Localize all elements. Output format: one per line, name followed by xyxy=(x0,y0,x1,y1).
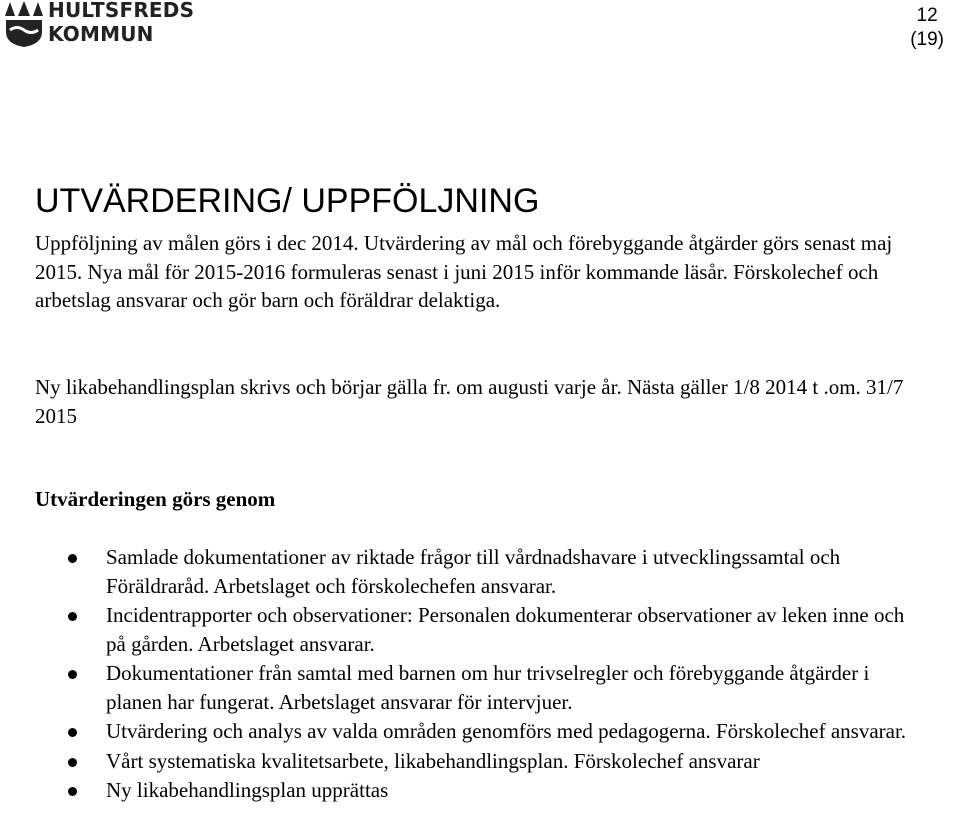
list-item xyxy=(35,747,915,776)
coat-of-arms-icon xyxy=(4,0,44,48)
municipality-logo xyxy=(4,0,204,48)
paragraph-new-plan: Ny likabehandlingsplan skrivs och börjar gälla fr. om augusti varje år. Nästa gäller 1/8 2014 t .om. 31/7 2015 xyxy=(35,375,904,428)
list-item xyxy=(35,601,915,658)
page-number xyxy=(910,4,944,52)
page-current: 12 xyxy=(916,5,938,26)
bullet-icon xyxy=(68,670,77,679)
list-item xyxy=(35,543,915,600)
bullet-icon xyxy=(68,728,77,737)
bullet-icon xyxy=(68,758,77,767)
logo-text xyxy=(48,0,194,46)
page-total: (19) xyxy=(910,29,944,50)
list-item-text: Vårt systematiska kvalitetsarbete, likabehandlingsplan. Förskolechef ansvarar xyxy=(106,748,760,773)
logo-line-2: KOMMUN xyxy=(48,22,154,46)
list-item xyxy=(35,717,915,746)
list-item xyxy=(35,659,915,716)
logo-line-1: HULTSFREDS xyxy=(48,0,195,22)
list-item-text: Samlade dokumentationer av riktade frågor till vårdnadshavare i utvecklingssamtal och Föräldraråd. Arbetslaget och förskolechefen ansvarar. xyxy=(106,545,841,598)
section-heading: Utvärderingen görs genom xyxy=(35,487,276,511)
bullet-icon xyxy=(68,554,77,563)
evaluation-list xyxy=(35,543,915,806)
list-item-text: Dokumentationer från samtal med barnen om hur trivselregler och förebyggande åtgärder i planen har fungerat. Arbetslaget ansvarar för intervjuer. xyxy=(106,661,870,714)
bullet-icon xyxy=(68,612,77,621)
list-item xyxy=(35,776,915,805)
list-item-text: Utvärdering och analys av valda områden genomförs med pedagogerna. Förskolechef ansvarar. xyxy=(106,719,907,743)
list-item-text: Incidentrapporter och observationer: Personalen dokumenterar observationer av leken inne och på gården. Arbetslaget ansvarar. xyxy=(106,603,905,656)
list-item-text: Ny likabehandlingsplan upprättas xyxy=(106,778,389,802)
page-title: UTVÄRDERING/ UPPFÖLJNING xyxy=(35,182,540,220)
paragraph-followup: Uppföljning av målen görs i dec 2014. Utvärdering av mål och förebyggande åtgärder görs senast maj 2015. Nya mål för 2015-2016 formuleras senast i juni 2015 inför kommande läsår. Förskolechef och arbetslag ansvarar och gör barn och föräldrar delaktiga. xyxy=(35,231,893,312)
bullet-icon xyxy=(68,787,77,796)
